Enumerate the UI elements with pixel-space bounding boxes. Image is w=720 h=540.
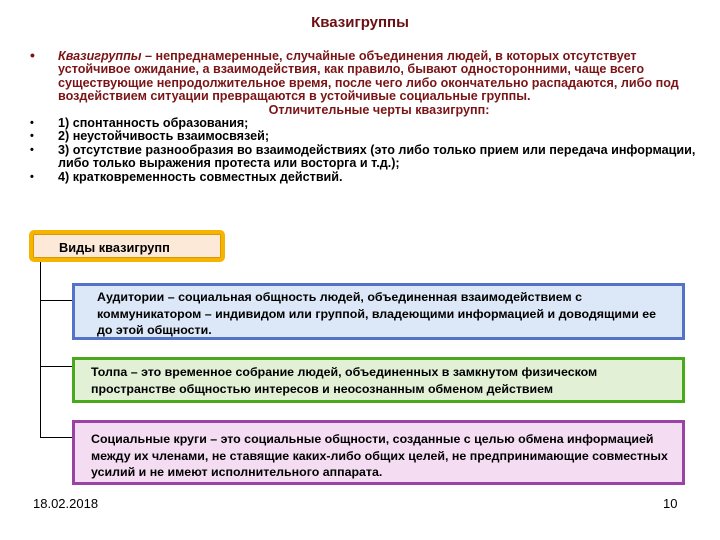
page-title: Квазигруппы (311, 14, 409, 31)
types-label-box: Виды квазигрупп (29, 230, 225, 262)
bullet-icon: • (30, 117, 34, 130)
bullet-icon: • (30, 47, 35, 63)
tree-connector-2 (40, 366, 72, 367)
definition-term: Квазигруппы (58, 49, 142, 63)
tree-connector-1 (40, 300, 72, 301)
feature-text: 1) спонтанность образования; (58, 116, 249, 131)
bullet-list (30, 47, 700, 184)
feature-text: 4) кратковременность совместных действий. (58, 169, 343, 184)
definition-bullet (30, 47, 700, 104)
type-box-social-circles: Социальные круги – это социальные общности, созданные с целью обмена информацией между их членами, не ставящие каких-либо общих целей, не предпринимающие совместных усилий и не имеют исполнительного аппарата. (72, 420, 685, 485)
type-box-audience: Аудитории – социальная общность людей, объединенная взаимодействием с коммуникатором – индивидом или группой, владеющими информацией и доводящими ее до этой общности. (72, 283, 685, 340)
feature-item (30, 144, 700, 171)
feature-item (30, 117, 700, 130)
features-heading: Отличительные черты квазигрупп: (268, 102, 490, 117)
bullet-icon: • (30, 170, 34, 183)
feature-item (30, 130, 700, 143)
slide-number: 10 (663, 496, 678, 511)
tree-connector-3 (40, 437, 72, 438)
tree-connector-vertical (40, 262, 41, 437)
type-box-crowd: Толпа – это временное собрание людей, объединенных в замкнутом физическом пространстве общностью интересов и неосознанным обменом действием (72, 357, 685, 403)
slide-date: 18.02.2018 (33, 496, 99, 511)
feature-item (30, 171, 700, 184)
bullet-icon: • (30, 130, 34, 143)
bullet-icon: • (30, 143, 34, 156)
feature-text: 2) неустойчивость взаимосвязей; (58, 129, 270, 144)
feature-text: 3) отсутствие разнообразия во взаимодействиях (это либо только прием или передача информации, либо только выражения протеста или восторга и т.д.); (58, 142, 696, 171)
definition-text: – непреднамеренные, случайные объединения людей, в которых отсутствует устойчивое ожидание, а взаимодействия, как правило, бывают односторонними, чаще всего существующие непродолжительное время, после чего либо окончательно распадаются, либо под воздействием ситуации превращаются в устойчивые социальные группы. (58, 49, 679, 104)
